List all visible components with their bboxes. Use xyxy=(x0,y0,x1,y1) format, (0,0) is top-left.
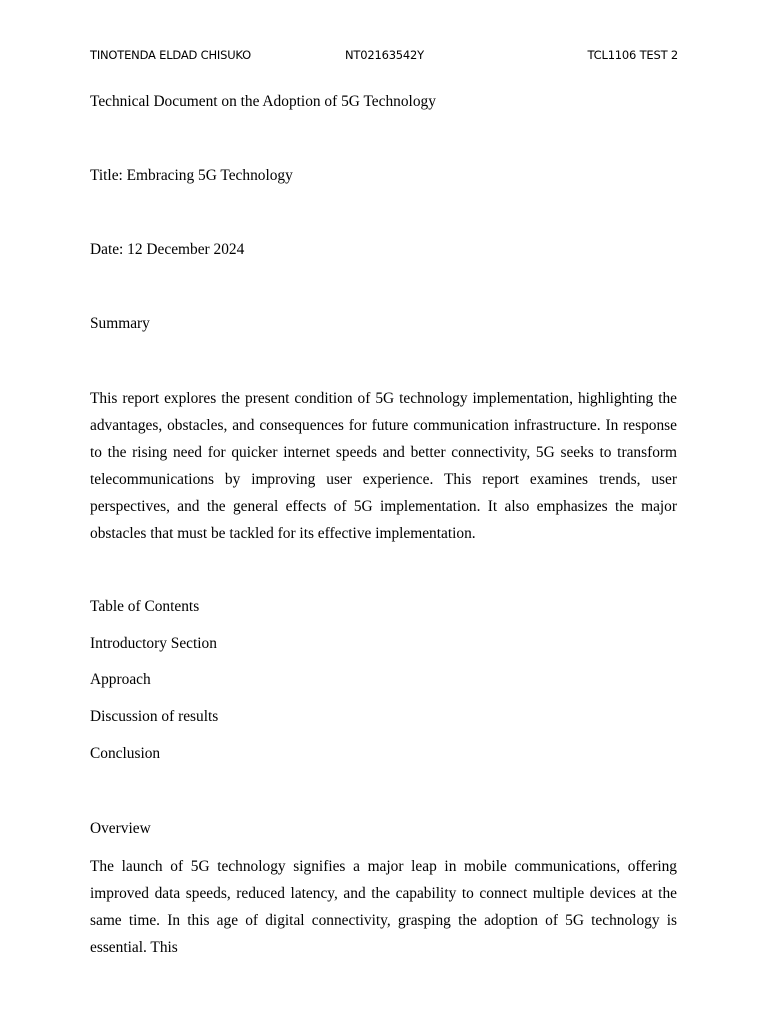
overview-paragraph: The launch of 5G technology signifies a major leap in mobile communications, offering improved data speeds, reduced latency, and the capability to connect multiple devices at the same time. In this age of digital connectivity, grasping the adoption of 5G technology is essential. This xyxy=(90,858,677,956)
toc-item-introductory-section: Introductory Section xyxy=(90,635,217,652)
summary-paragraph: This report explores the present condition of 5G technology implementation, highlighting the advantages, obstacles, and consequences for future communication infrastructure. In response to the rising need for quicker internet speeds and better connectivity, 5G seeks to transform telecommunications by improving user experience. This report examines trends, user perspectives, and the general effects of 5G implementation. It also emphasizes the major obstacles that must be tackled for its effective implementation. xyxy=(90,390,677,542)
document-title: Technical Document on the Adoption of 5G Technology xyxy=(90,93,436,110)
toc-heading: Table of Contents xyxy=(90,598,200,615)
overview-heading: Overview xyxy=(90,820,151,837)
date-line: Date: 12 December 2024 xyxy=(90,241,245,258)
header-course-code: TCL1106 TEST 2 xyxy=(587,48,678,62)
toc-item-discussion-of-results: Discussion of results xyxy=(90,708,219,725)
summary-heading: Summary xyxy=(90,315,150,332)
header-author-name: TINOTENDA ELDAD CHISUKO xyxy=(90,48,251,62)
title-line: Title: Embracing 5G Technology xyxy=(90,167,293,184)
toc-item-conclusion: Conclusion xyxy=(90,745,161,762)
header-student-id: NT02163542Y xyxy=(345,48,424,62)
toc-item-approach: Approach xyxy=(90,671,151,688)
page-header xyxy=(90,48,678,64)
